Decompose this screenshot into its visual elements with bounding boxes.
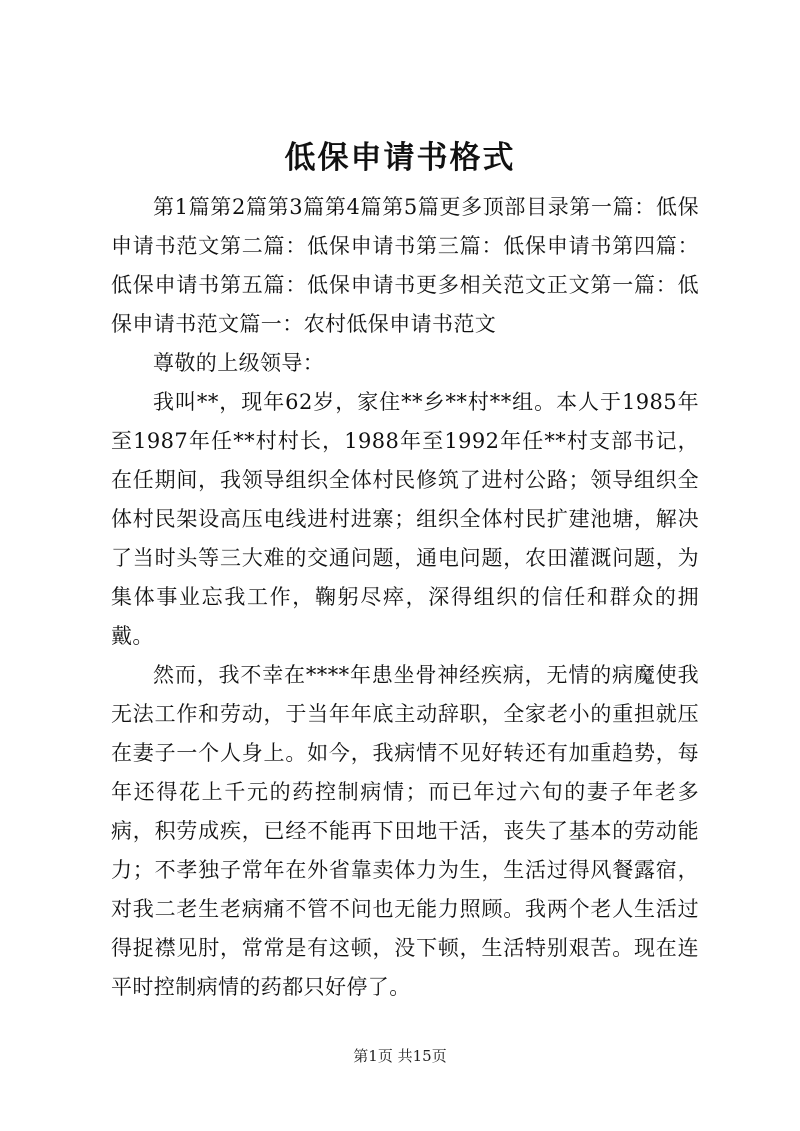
paragraph-hardship: 然而，我不幸在****年患坐骨神经疾病，无情的病魔使我无法工作和劳动，于当年年底主动辞职，全家老小的重担就压在妻子一个人身上。如今，我病情不见好转还有加重趋势，每年还得花上千元的药控制病情；而已年过六旬的妻子年老多病，积劳成疾，已经不能再下田地干活，丧失了基本的劳动能力；不孝独子常年在外省靠卖体力为生，生活过得风餐露宿，对我二老生老病痛不管不问也无能力照顾。我两个老人生活过得捉襟见肘，常常是有这顿，没下顿，生活特别艰苦。现在连平时控制病情的药都只好停了。 xyxy=(111,663,699,999)
document-body xyxy=(111,188,699,1007)
page-footer: 第1页 共15页 xyxy=(353,1047,447,1065)
document-title: 低保申请书格式 xyxy=(284,140,516,176)
paragraph-table-of-contents: 第1篇第2篇第3篇第4篇第5篇更多顶部目录第一篇：低保申请书范文第二篇：低保申请书第三篇：低保申请书第四篇：低保申请书第五篇：低保申请书更多相关范文正文第一篇：低保申请书范文篇一：农村低保申请书范文 xyxy=(111,195,699,336)
paragraph-background: 我叫**，现年62岁，家住**乡**村**组。本人于1985年至1987年任**村村长，1988年至1992年任**村支部书记，在任期间，我领导组织全体村民修筑了进村公路；领导组织全体村民架设高压电线进村进寨；组织全体村民扩建池塘，解决了当时头等三大难的交通问题，通电问题，农田灌溉问题，为集体事业忘我工作，鞠躬尽瘁，深得组织的信任和群众的拥戴。 xyxy=(111,390,699,648)
paragraph-salutation: 尊敬的上级领导： xyxy=(153,351,325,375)
